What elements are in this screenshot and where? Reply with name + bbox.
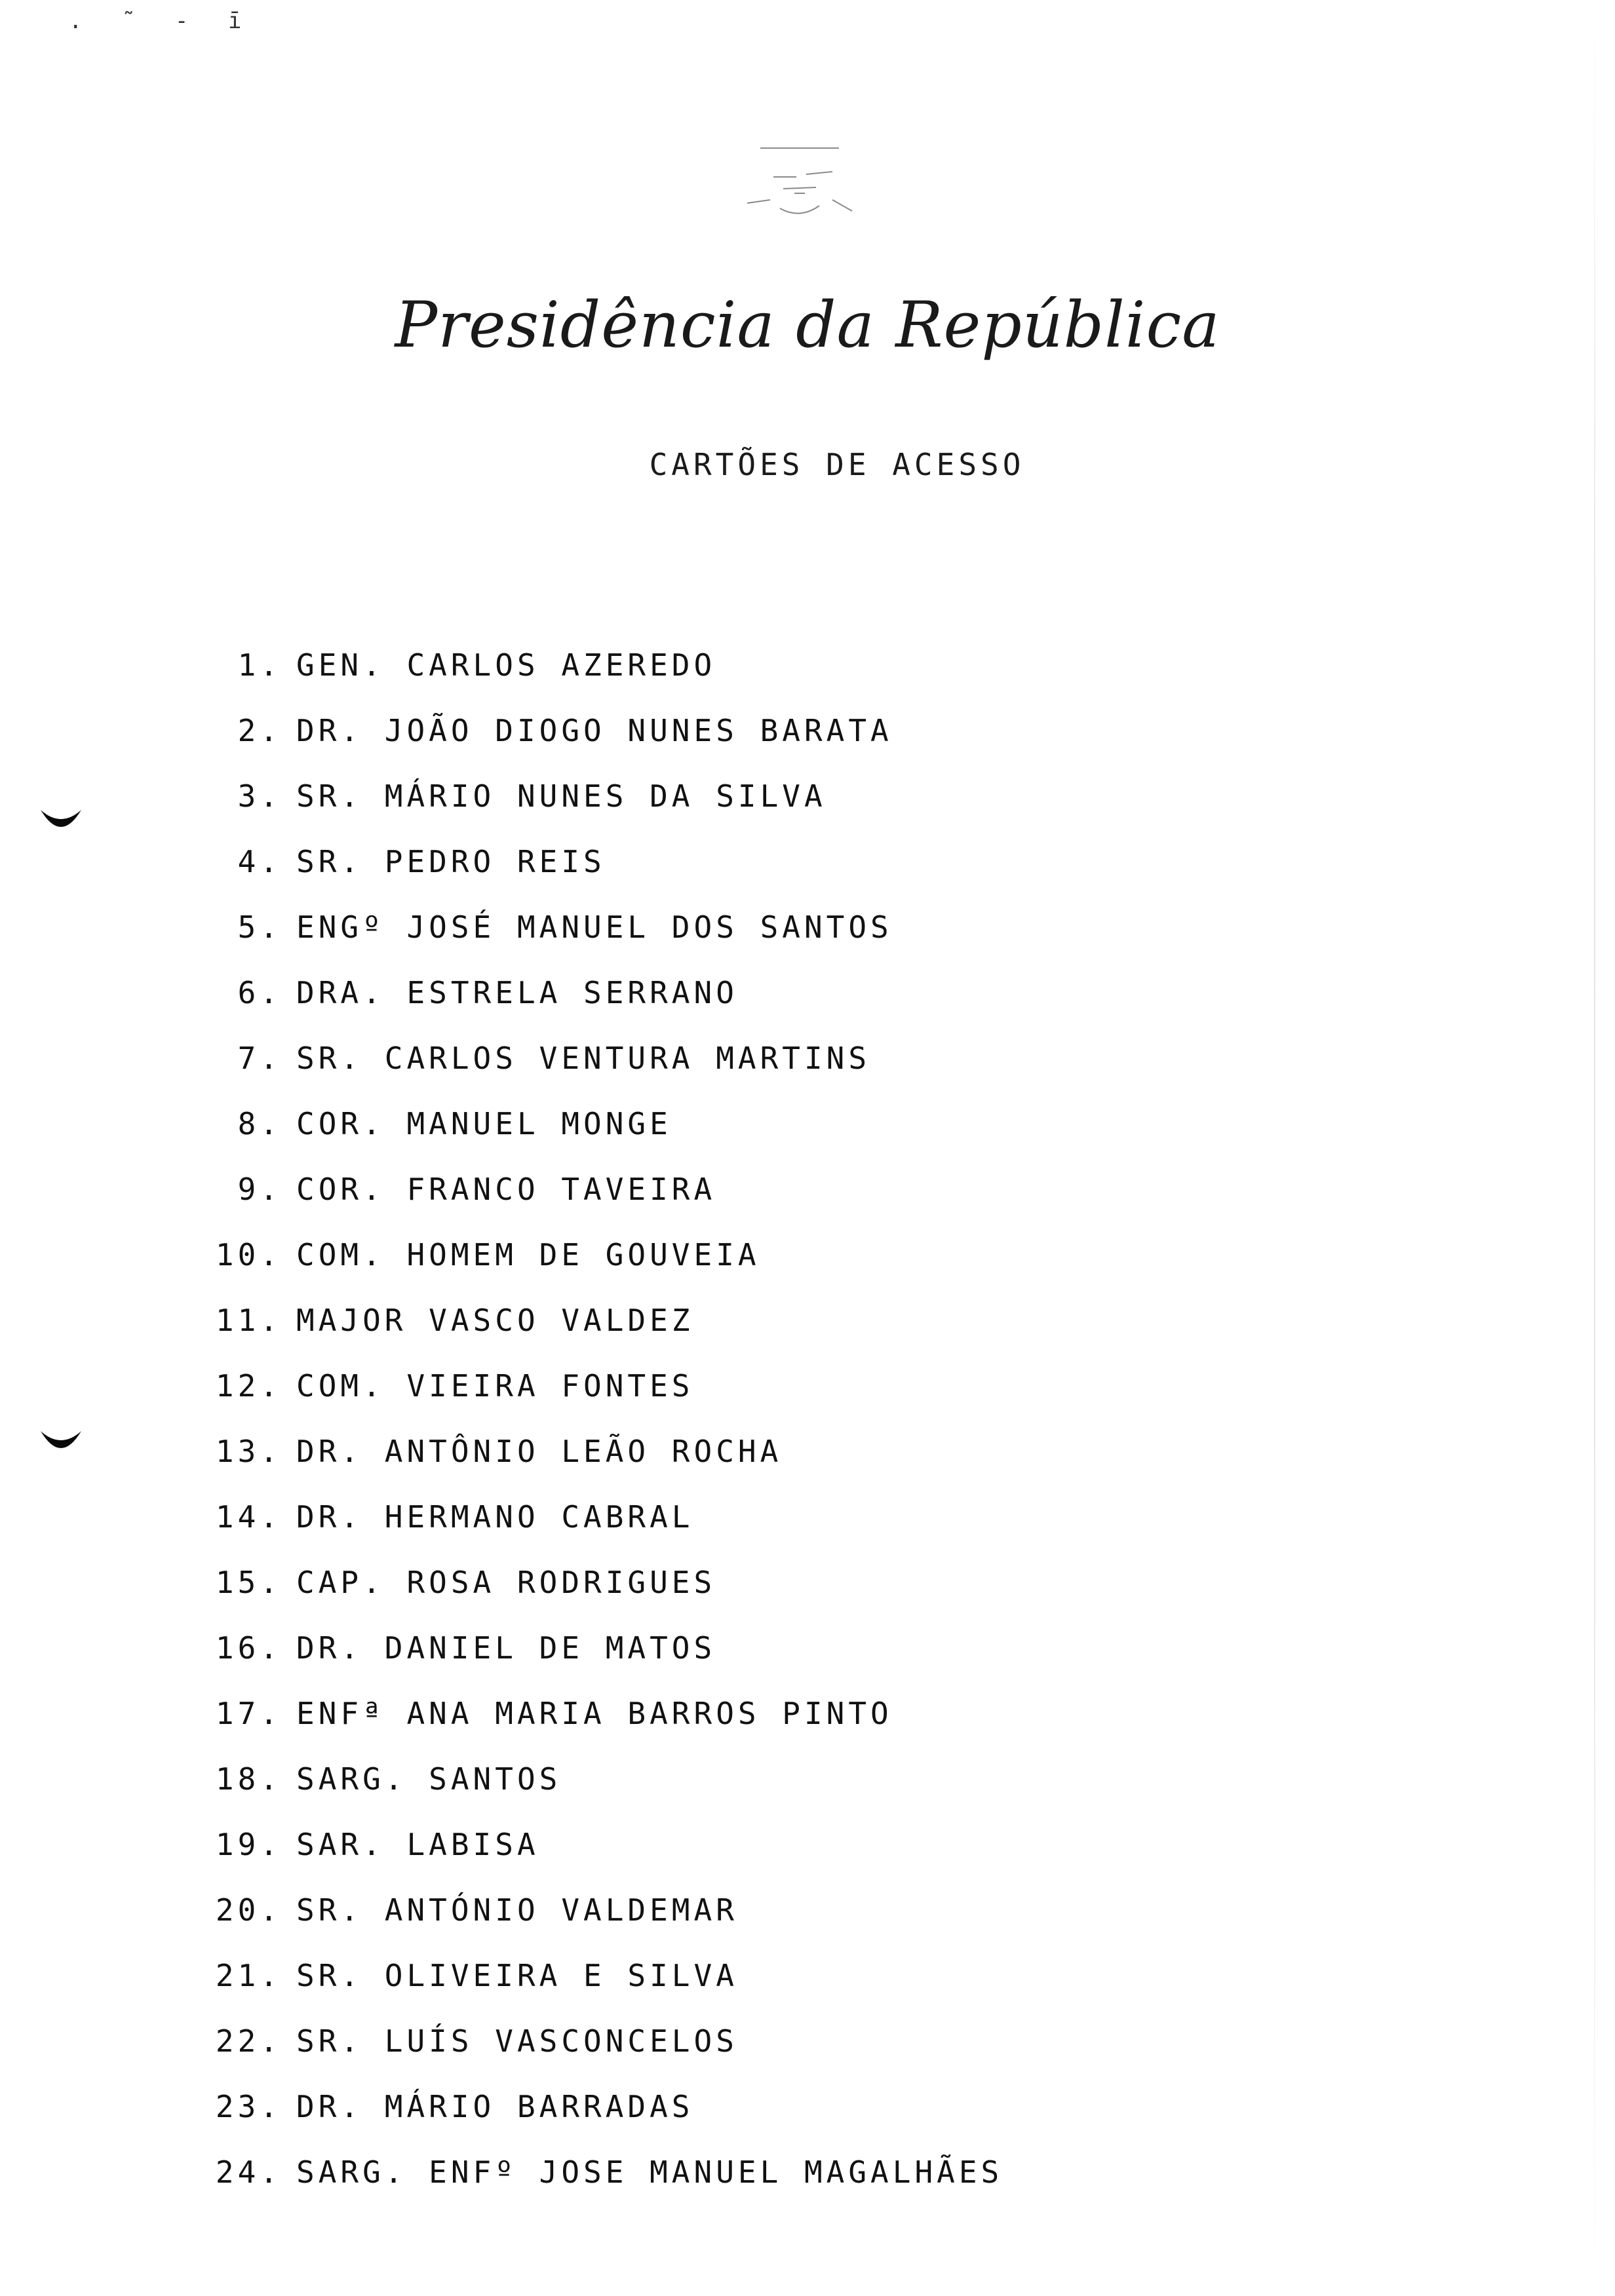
page-title: CARTÕES DE ACESSO (649, 447, 1025, 482)
item-number: 17. (215, 1696, 282, 1731)
list-item (197, 1104, 1003, 1170)
list-item (197, 1497, 1003, 1563)
item-number: 6. (237, 975, 282, 1010)
item-number: 10. (215, 1237, 282, 1272)
item-number: 15. (215, 1565, 282, 1600)
item-number: 5. (237, 909, 282, 945)
item-number: 13. (215, 1434, 282, 1469)
item-number: 11. (215, 1303, 282, 1338)
item-name: SARG. SANTOS (296, 1761, 562, 1797)
list-item (197, 1039, 1003, 1104)
punch-hole-icon (38, 806, 84, 835)
item-name: DRA. ESTRELA SERRANO (296, 975, 738, 1010)
item-name: SR. LUÍS VASCONCELOS (296, 2023, 738, 2059)
item-number: 24. (215, 2154, 282, 2190)
list-item (197, 842, 1003, 908)
item-name: DR. DANIEL DE MATOS (296, 1630, 716, 1666)
item-name: DR. JOÃO DIOGO NUNES BARATA (296, 713, 893, 748)
item-number: 9. (237, 1172, 282, 1207)
list-item (197, 1890, 1003, 1956)
item-number: 8. (237, 1106, 282, 1141)
list-item (197, 2021, 1003, 2087)
item-name: SR. OLIVEIRA E SILVA (296, 1958, 738, 1993)
item-name: DR. ANTÔNIO LEÃO ROCHA (296, 1434, 783, 1469)
item-name: SR. ANTÓNIO VALDEMAR (296, 1892, 738, 1928)
item-number: 4. (237, 844, 282, 879)
list-item (197, 645, 1003, 711)
scan-edge-line (1594, 0, 1595, 2296)
item-name: SR. MÁRIO NUNES DA SILVA (296, 778, 827, 814)
item-number: 19. (215, 1827, 282, 1862)
item-number: 1. (237, 647, 282, 683)
item-name: SAR. LABISA (296, 1827, 539, 1862)
item-name: COR. FRANCO TAVEIRA (296, 1172, 716, 1207)
list-item (197, 1825, 1003, 1890)
list-item (197, 908, 1003, 973)
item-name: ENFª ANA MARIA BARROS PINTO (296, 1696, 893, 1731)
item-name: SR. CARLOS VENTURA MARTINS (296, 1041, 871, 1076)
list-item (197, 1366, 1003, 1432)
list-item (197, 1432, 1003, 1497)
list-item (197, 1956, 1003, 2021)
corner-marks: . ˜ - ī (69, 8, 255, 34)
item-name: SARG. ENFº JOSE MANUEL MAGALHÃES (296, 2154, 1003, 2190)
list-item (197, 1759, 1003, 1825)
list-item (197, 1694, 1003, 1759)
item-name: DR. HERMANO CABRAL (296, 1499, 694, 1535)
coat-of-arms-icon (734, 138, 865, 242)
list-item (197, 2087, 1003, 2152)
item-name: GEN. CARLOS AZEREDO (296, 647, 716, 683)
letterhead-presidencia: Presidência da República (395, 288, 1220, 362)
item-name: COM. VIEIRA FONTES (296, 1368, 694, 1404)
item-number: 7. (237, 1041, 282, 1076)
item-number: 3. (237, 778, 282, 814)
list-item (197, 2152, 1003, 2218)
list-item (197, 1235, 1003, 1301)
item-number: 16. (215, 1630, 282, 1666)
list-item (197, 776, 1003, 842)
item-name: CAP. ROSA RODRIGUES (296, 1565, 716, 1600)
item-name: ENGº JOSÉ MANUEL DOS SANTOS (296, 909, 893, 945)
item-name: COR. MANUEL MONGE (296, 1106, 672, 1141)
item-number: 22. (215, 2023, 282, 2059)
item-name: MAJOR VASCO VALDEZ (296, 1303, 694, 1338)
item-number: 14. (215, 1499, 282, 1535)
list-item (197, 1170, 1003, 1235)
list-item (197, 1301, 1003, 1366)
list-item (197, 1628, 1003, 1694)
list-item (197, 973, 1003, 1039)
punch-hole-icon (38, 1427, 84, 1457)
list-item (197, 711, 1003, 776)
item-name: COM. HOMEM DE GOUVEIA (296, 1237, 760, 1272)
item-name: SR. PEDRO REIS (296, 844, 606, 879)
item-number: 12. (215, 1368, 282, 1404)
list-item (197, 1563, 1003, 1628)
item-number: 18. (215, 1761, 282, 1797)
access-card-list (197, 645, 1003, 2218)
item-name: DR. MÁRIO BARRADAS (296, 2089, 694, 2124)
item-number: 23. (215, 2089, 282, 2124)
item-number: 20. (215, 1892, 282, 1928)
item-number: 21. (215, 1958, 282, 1993)
item-number: 2. (237, 713, 282, 748)
